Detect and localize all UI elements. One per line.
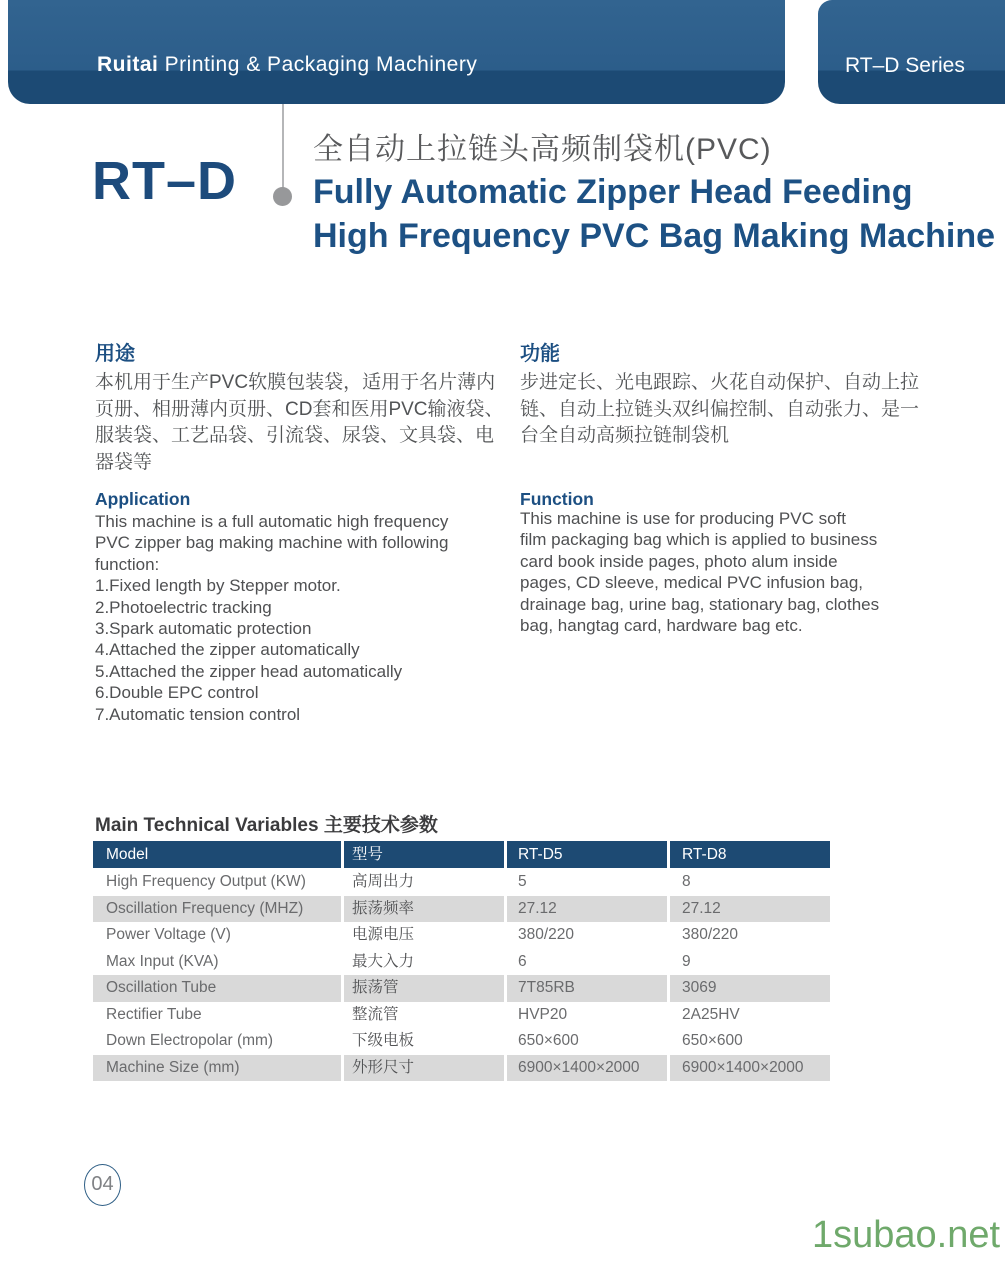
table-cell: Power Voltage (V) [106,926,231,943]
table-row [93,949,830,976]
text-line: 2.Photoelectric tracking [95,597,272,617]
table-cell: 27.12 [507,896,667,923]
table-title-zh: 主要技术参数 [323,815,438,836]
usage-heading-zh: 用途 [95,343,135,365]
text-line: 器袋等 [95,451,153,473]
table-cell: 电源电压 [352,926,415,943]
text-line: 步进定长、光电跟踪、火花自动保护、自动上拉 [520,372,920,393]
table-cell: 最大入力 [352,952,415,970]
text-line: 3.Spark automatic protection [95,619,312,639]
function-text-zh [520,370,919,450]
table-cell: 27.12 [670,896,830,923]
table-cell: HVP20 [518,1005,568,1023]
brand-tagline: Printing & Packaging Machinery [158,53,478,76]
text-line: PVC zipper bag making machine with following [95,533,449,553]
table-cell: 高周出力 [352,873,415,890]
table-cell: 振荡频率 [344,896,504,923]
table-header-row [93,841,830,868]
spec-table [93,841,830,1081]
text-line: This machine is use for producing PVC soft [520,509,846,528]
table-cell: Max Input (KVA) [106,952,219,970]
table-cell: 整流管 [352,1005,399,1023]
table-cell: 下级电板 [352,1032,415,1049]
brand-title [97,53,477,77]
header-bar [8,0,785,104]
table-cell: Oscillation Frequency (MHZ) [93,896,341,923]
function-heading-zh: 功能 [520,343,560,365]
table-header-cell: 型号 [344,841,504,868]
table-row [93,896,830,923]
page-number-badge: 04 [84,1164,121,1206]
series-label: RT–D Series [845,54,965,77]
table-cell: 8 [682,873,691,890]
text-line: function: [95,554,160,574]
table-cell: Machine Size (mm) [93,1055,341,1082]
text-line: card book inside pages, photo alum inside [520,551,838,571]
table-header-cell: Model [93,841,341,868]
text-line: 6.Double EPC control [95,683,259,703]
table-cell: Down Electropolar (mm) [106,1032,274,1049]
product-title-zh: 全自动上拉链头高频制袋机(PVC) [313,133,772,166]
table-cell: 6900×1400×2000 [670,1055,830,1082]
text-line: drainage bag, urine bag, stationary bag, clothes [520,594,880,614]
product-title-en-line2: High Frequency PVC Bag Making Machine [313,217,996,255]
application-text [95,511,448,725]
text-line: 7.Automatic tension control [95,704,301,724]
table-header-cell: RT-D8 [670,841,830,868]
brand-name: Ruitai [97,53,159,76]
text-line: 链、自动上拉链头双纠偏控制、自动张力、是一 [520,398,920,420]
table-row [93,869,830,896]
table-row [93,1002,830,1029]
table-cell: 2A25HV [682,1005,740,1023]
table-cell: High Frequency Output (KW) [106,873,306,890]
table-cell: 650×600 [682,1032,743,1049]
function-text [520,508,879,636]
text-line: 服装袋、工艺品袋、引流袋、尿袋、文具袋、电 [95,425,495,446]
table-cell: Rectifier Tube [106,1005,202,1023]
text-line: bag, hangtag card, hardware bag etc. [520,616,803,636]
series-tab [818,0,1005,104]
text-line: 5.Attached the zipper head automatically [95,661,403,681]
divider-dot [273,187,292,206]
table-row [93,922,830,949]
text-line: film packaging bag which is applied to business [520,530,878,550]
table-cell: 380/220 [682,926,739,943]
model-name: RT–D [92,151,238,211]
table-cell: 外形尺寸 [344,1055,504,1082]
table-cell: 380/220 [518,926,575,943]
text-line: 1.Fixed length by Stepper motor. [95,576,341,596]
divider-line [282,104,284,188]
table-row [93,1028,830,1055]
usage-text-zh [95,370,504,476]
table-title [95,810,438,837]
table-title-en: Main Technical Variables [95,815,319,836]
table-row [93,1055,830,1082]
text-line: 页册、相册薄内页册、CD套和医用PVC输液袋、 [95,398,504,420]
table-cell: 650×600 [518,1032,579,1049]
table-cell: 振荡管 [344,975,504,1002]
product-title-en-line1: Fully Automatic Zipper Head Feeding [313,173,913,211]
table-cell: 6900×1400×2000 [507,1055,667,1082]
text-line: 4.Attached the zipper automatically [95,640,360,660]
text-line: This machine is a full automatic high frequency [95,512,449,531]
text-line: 本机用于生产PVC软膜包装袋，适用于名片薄内 [95,372,496,393]
table-header-cell: RT-D5 [507,841,667,868]
application-heading: Application [95,489,191,509]
table-cell: 3069 [670,975,830,1002]
table-row [93,975,830,1002]
table-body [93,869,830,1081]
function-heading: Function [520,489,594,509]
text-line: pages, CD sleeve, medical PVC infusion bag, [520,573,864,593]
table-cell: 7T85RB [507,975,667,1002]
table-cell: 9 [682,952,691,970]
table-cell: Oscillation Tube [93,975,341,1002]
text-line: 台全自动高频拉链制袋机 [520,425,730,446]
watermark-text: 1subao.net [812,1214,1001,1256]
table-cell: 6 [518,952,527,970]
table-cell: 5 [518,873,527,890]
